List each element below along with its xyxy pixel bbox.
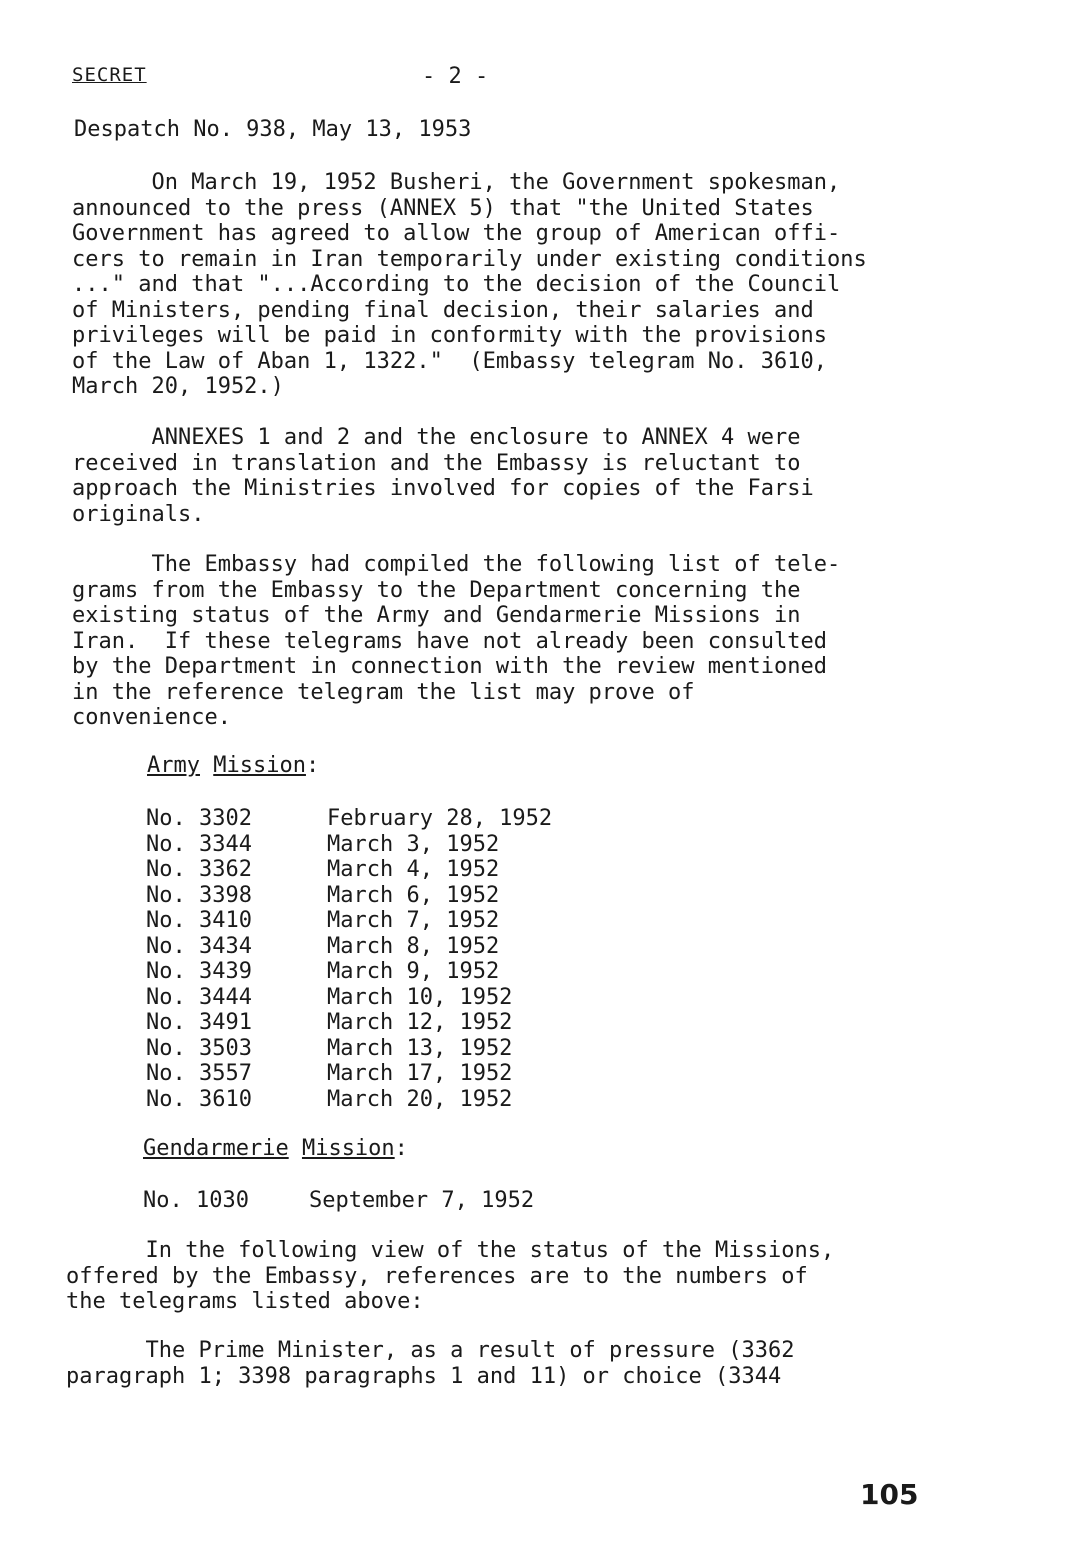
telegram-number: No. 1030 — [143, 1188, 249, 1213]
paragraph-telegram-list-intro: The Embassy had compiled the following list of tele- grams from the Embassy to the Department concerning the existing status of the Army and Gendarmerie Missions in Iran. If these telegrams have not already been consulted by the Department in connection with the review mentioned in the reference telegram the list may prove of convenience. — [72, 552, 841, 730]
table-row — [146, 1010, 552, 1036]
table-row — [146, 908, 552, 934]
telegram-number: No. 3362 — [146, 857, 252, 882]
gendarmerie-mission-heading — [143, 1136, 408, 1161]
telegram-date: March 7, 1952 — [327, 908, 500, 933]
army-mission-heading-word2: Mission — [213, 753, 306, 778]
classification-marking: SECRET — [72, 64, 147, 86]
telegram-number: No. 3491 — [146, 1010, 252, 1035]
table-row — [146, 883, 552, 909]
telegram-date: March 20, 1952 — [327, 1086, 513, 1112]
telegram-date: February 28, 1952 — [327, 806, 553, 831]
army-mission-heading-colon: : — [305, 753, 320, 778]
telegram-number: No. 3557 — [146, 1061, 252, 1086]
table-row — [146, 1061, 552, 1087]
gendarmerie-mission-heading-colon: : — [394, 1136, 408, 1161]
telegram-date: March 9, 1952 — [327, 959, 500, 984]
telegram-date: March 17, 1952 — [327, 1061, 513, 1086]
telegram-number: No. 3410 — [146, 908, 252, 933]
telegram-date: March 4, 1952 — [327, 857, 500, 882]
army-mission-heading-word1: Army — [147, 753, 200, 778]
table-row — [146, 1036, 552, 1062]
paragraph-prime-minister: The Prime Minister, as a result of pressure (3362 paragraph 1; 3398 paragraphs 1 and 11) or choice (3344 — [66, 1338, 795, 1389]
telegram-number: No. 3344 — [146, 831, 252, 857]
telegram-date: March 10, 1952 — [327, 984, 513, 1010]
table-row — [146, 1087, 552, 1113]
telegram-date: March 3, 1952 — [327, 831, 500, 857]
despatch-line: Despatch No. 938, May 13, 1953 — [74, 117, 472, 142]
telegram-number: No. 3398 — [146, 882, 252, 908]
table-row — [146, 934, 552, 960]
table-row — [146, 806, 552, 832]
paragraph-status-view-intro: In the following view of the status of the Missions, offered by the Embassy, references are to the numbers of the telegrams listed above: — [66, 1238, 835, 1314]
paragraph-annexes: ANNEXES 1 and 2 and the enclosure to ANNEX 4 were received in translation and the Embassy is reluctant to approach the Ministries involved for copies of the Farsi originals. — [72, 425, 814, 527]
telegram-date: March 6, 1952 — [327, 882, 500, 908]
table-row — [146, 985, 552, 1011]
telegram-date: September 7, 1952 — [308, 1188, 535, 1213]
telegram-number: No. 3444 — [146, 984, 252, 1010]
telegram-date: March 8, 1952 — [327, 933, 500, 959]
page-marker: - 2 - — [422, 64, 489, 89]
army-mission-telegram-table — [146, 806, 552, 1112]
paragraph-busheri-announcement: On March 19, 1952 Busheri, the Government spokesman, announced to the press (ANNEX 5) that "the United States Government has agreed to allow the group of American offi- cers to remain in Iran temporarily under existing conditions ..." and that "...According to the decision of the Council of Ministers, pending final decision, their salaries and privileges will be paid in conformity with the provisions of the Law of Aban 1, 1322." (Embassy telegram No. 3610, March 20, 1952.) — [72, 170, 867, 399]
gendarmerie-mission-heading-word2: Mission — [301, 1136, 395, 1161]
table-row — [146, 959, 552, 985]
telegram-number: No. 3610 — [146, 1086, 252, 1112]
table-row — [146, 857, 552, 883]
telegram-date: March 13, 1952 — [327, 1035, 513, 1061]
telegram-number: No. 3434 — [146, 933, 252, 959]
gendarmerie-telegram-row — [143, 1188, 534, 1213]
page-number: 105 — [860, 1478, 919, 1511]
telegram-number: No. 3503 — [146, 1035, 252, 1061]
telegram-date: March 12, 1952 — [327, 1010, 513, 1035]
table-row — [146, 832, 552, 858]
army-mission-heading — [147, 753, 319, 778]
telegram-number: No. 3439 — [146, 959, 252, 984]
telegram-number: No. 3302 — [146, 806, 252, 831]
gendarmerie-mission-heading-word1: Gendarmerie — [143, 1136, 289, 1161]
